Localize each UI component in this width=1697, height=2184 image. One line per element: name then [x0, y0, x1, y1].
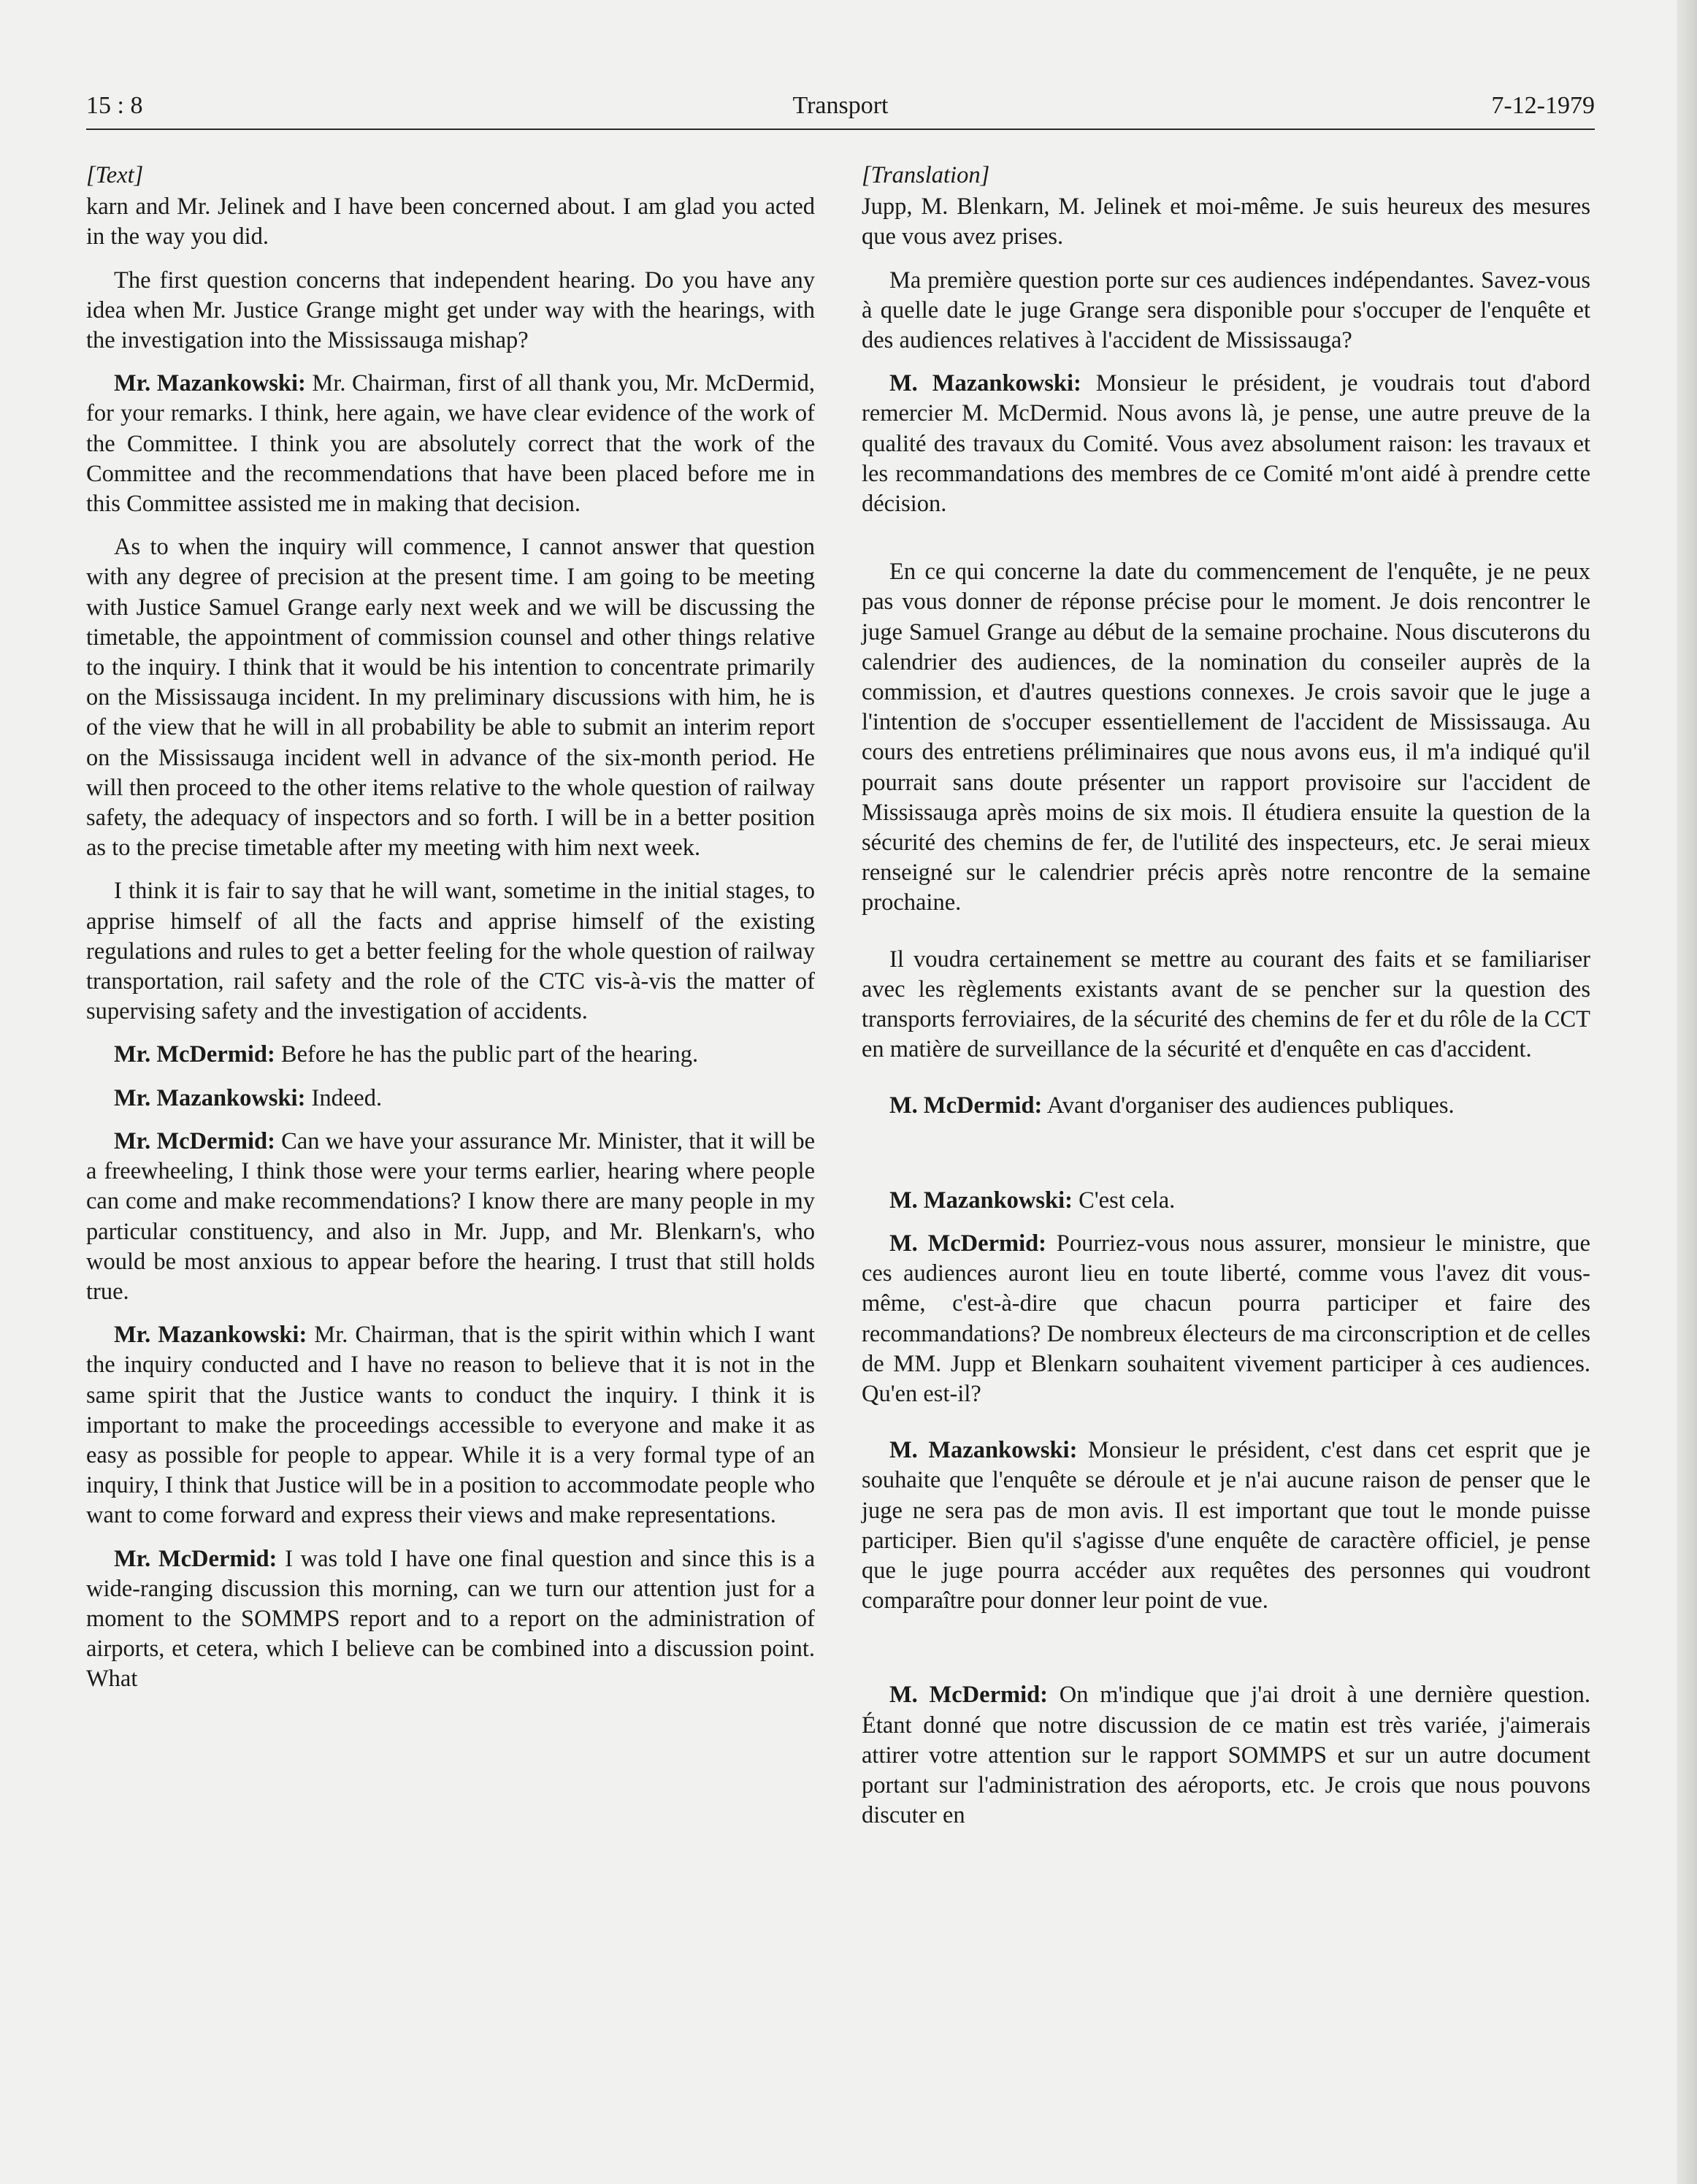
- paragraph: [862, 1229, 1590, 1409]
- paragraph: [86, 1127, 815, 1307]
- paragraph: En ce qui concerne la date du commencement de l'enquête, je ne peux pas vous donner de réponse précise pour le moment. Je dois rencontrer le juge Samuel Grange au début de la semaine prochaine. Nous discuterons du calendrier des audiences, de la nomination du conseiler auprès de la commission, et d'autres questions connexes. Je crois savoir que le juge a l'intention de s'occuper essentiellement de l'accident de Mississauga. Au cours des entretiens préliminaires que nous avons eus, il m'a indiqué qu'il pourrait sans doute présenter un rapport provisoire sur l'accident de Mississauga après moins de six mois. Il étudiera ensuite la question de la sécurité des chemins de fer, de l'utilité des inspecteurs, etc. Je serai mieux renseigné sur le calendrier précis après notre rencontre de la semaine prochaine.: [862, 559, 1590, 916]
- column-label-text: Text: [95, 162, 134, 188]
- header-rule: [86, 129, 1595, 130]
- paragraph: [862, 1436, 1590, 1616]
- speaker-name: Mr. Mazankowski:: [114, 1084, 306, 1111]
- paragraph: [862, 1186, 1590, 1216]
- page-edge-shadow: [1677, 0, 1697, 2184]
- speaker-name: M. McDermid:: [889, 1092, 1043, 1119]
- paragraph: [86, 1040, 815, 1070]
- paragraph: Il voudra certainement se mettre au courant des faits et se familiariser avec les règlements existants avant de se pencher sur la question des transports ferroviaires, de la sécurité des chemins de fer et du rôle de la CCT en matière de surveillance de la sécurité et d'enquête en cas d'accident.: [862, 946, 1590, 1063]
- speech-text: C'est cela.: [1072, 1187, 1176, 1214]
- paragraph: The first question concerns that independent hearing. Do you have any idea when Mr. Justice Grange might get under way with the hearings, with the investigation into the Mississauga mishap?: [86, 267, 815, 354]
- paragraph: Jupp, M. Blenkarn, M. Jelinek et moi-même. Je suis heureux des mesures que vous avez prises.: [862, 194, 1590, 250]
- speech-text: Mr. Chairman, first of all thank you, Mr. McDermid, for your remarks. I think, here again, we have clear evidence of the work of the Committee. I think you are absolutely correct that the work of the Committee and the recommendations that have been placed before me in this Committee assisted me in making that decision.: [86, 370, 815, 518]
- paragraph: [862, 1091, 1590, 1121]
- speaker-name: M. Mazankowski:: [889, 370, 1081, 397]
- english-column: [86, 161, 815, 1708]
- speech-text: Pourriez-vous nous assurer, monsieur le ministre, que ces audiences auront lieu en toute liberté, comme vous l'avez dit vous-même, c'est-à-dire que chacun pourra participer et faire des recommandations? De nombreux électeurs de ma circonscription et de celles de MM. Jupp et Blenkarn souhaitent vivement participer à ces audiences. Qu'en est-il?: [862, 1230, 1590, 1407]
- paragraph: Ma première question porte sur ces audiences indépendantes. Savez-vous à quelle date le juge Grange sera disponible pour s'occuper de l'enquête et des audiences relatives à l'accident de Mississauga?: [862, 267, 1590, 354]
- speech-text: Avant d'organiser des audiences publiques.: [1042, 1092, 1455, 1119]
- speech-text: Can we have your assurance Mr. Minister, that it will be a freewheeling, I think those were your terms earlier, hearing where people can come and make recommendations? I know there are many people in my particular constituency, and also in Mr. Jupp, and Mr. Blenkarn's, who would be most anxious to appear before the hearing. I trust that still holds true.: [86, 1127, 815, 1305]
- speaker-name: M. Mazankowski:: [889, 1187, 1073, 1214]
- speaker-name: Mr. McDermid:: [114, 1041, 275, 1068]
- paragraph: As to when the inquiry will commence, I cannot answer that question with any degree of precision at the present time. I am going to be meeting with Justice Samuel Grange early next week and we will be discussing the timetable, the appointment of commission counsel and other things relative to the inquiry. I think that it would be his intention to concentrate primarily on the Mississauga incident. In my preliminary discussions with him, he is of the view that he will in all probability be able to submit an interim report on the Mississauga incident well in advance of the six-month period. He will then proceed to the other items relative to the whole question of railway safety, the adequacy of inspectors and so forth. I will be in a better position as to the precise timetable after my meeting with him next week.: [86, 534, 815, 862]
- speech-text: Monsieur le président, c'est dans cet esprit que je souhaite que l'enquête se déroule et je n'ai aucune raison de penser que le juge ne sera pas de mon avis. Il est important que tout le monde puisse participer. Bien qu'il s'agisse d'une enquête de caractère officiel, je pense que le juge pourra accéder aux requêtes des personnes qui voudront comparaître pour donner leur point de vue.: [862, 1437, 1590, 1614]
- french-column: [862, 161, 1590, 1844]
- paragraph: I think it is fair to say that he will want, sometime in the initial stages, to apprise himself of all the facts and apprise himself of the existing regulations and rules to get a better feeling for the whole question of railway transportation, rail safety and the role of the CTC vis-à-vis the matter of supervising safety and the investigation of accidents.: [86, 878, 815, 1025]
- speaker-name: M. McDermid:: [889, 1230, 1046, 1257]
- speech-text: Monsieur le président, je voudrais tout d'abord remercier M. McDermid. Nous avons là, je pense, une autre preuve de la qualité des travaux du Comité. Vous avez absolument raison: les travaux et les recommandations des membres de ce Comité m'ont aidé à prendre cette décision.: [862, 370, 1590, 518]
- speaker-name: M. McDermid:: [889, 1682, 1048, 1709]
- paragraph: [862, 1680, 1590, 1831]
- speech-text: On m'indique que j'ai droit à une dernière question. Étant donné que notre discussion de ce matin est très variée, j'aimerais attirer votre attention sur le rapport SOMMPS et sur un autre document portant sur l'administration des aéroports, etc. Je crois que nous pouvons discuter en: [862, 1682, 1590, 1829]
- paragraph: [86, 1320, 815, 1530]
- paragraph: [86, 1544, 815, 1695]
- speaker-name: Mr. Mazankowski:: [114, 1322, 307, 1349]
- column-label-text: Translation: [870, 162, 981, 188]
- paragraph: [86, 369, 815, 519]
- speaker-name: Mr. McDermid:: [114, 1127, 275, 1154]
- header-title: Transport: [792, 92, 889, 119]
- column-label: [Translation]: [862, 162, 990, 188]
- column-label: [Text]: [86, 162, 144, 188]
- speaker-name: Mr. Mazankowski:: [114, 370, 306, 397]
- paragraph: [86, 1084, 815, 1114]
- page-number: 15 : 8: [86, 92, 143, 119]
- speaker-name: Mr. McDermid:: [114, 1545, 277, 1572]
- running-header: [86, 86, 1595, 130]
- header-date: 7-12-1979: [1491, 92, 1595, 119]
- speech-text: Indeed.: [305, 1084, 383, 1111]
- paragraph: [862, 369, 1590, 519]
- speech-text: Mr. Chairman, that is the spirit within which I want the inquiry conducted and I have no reason to believe that it is not in the same spirit that the Justice wants to conduct the inquiry. I think it is important to make the proceedings accessible to everyone and make it as easy as possible for people to appear. While it is a very formal type of an inquiry, I think that Justice will be in a position to accommodate people who want to come forward and express their views and make representations.: [86, 1322, 815, 1529]
- speech-text: I was told I have one final question and since this is a wide-ranging discussion this morning, can we turn our attention just for a moment to the SOMMPS report and to a report on the administration of airports, et cetera, which I believe can be combined into a discussion point. What: [86, 1545, 815, 1693]
- speech-text: Before he has the public part of the hearing.: [275, 1041, 699, 1068]
- speaker-name: M. Mazankowski:: [889, 1437, 1078, 1464]
- paragraph: karn and Mr. Jelinek and I have been concerned about. I am glad you acted in the way you did.: [86, 194, 815, 250]
